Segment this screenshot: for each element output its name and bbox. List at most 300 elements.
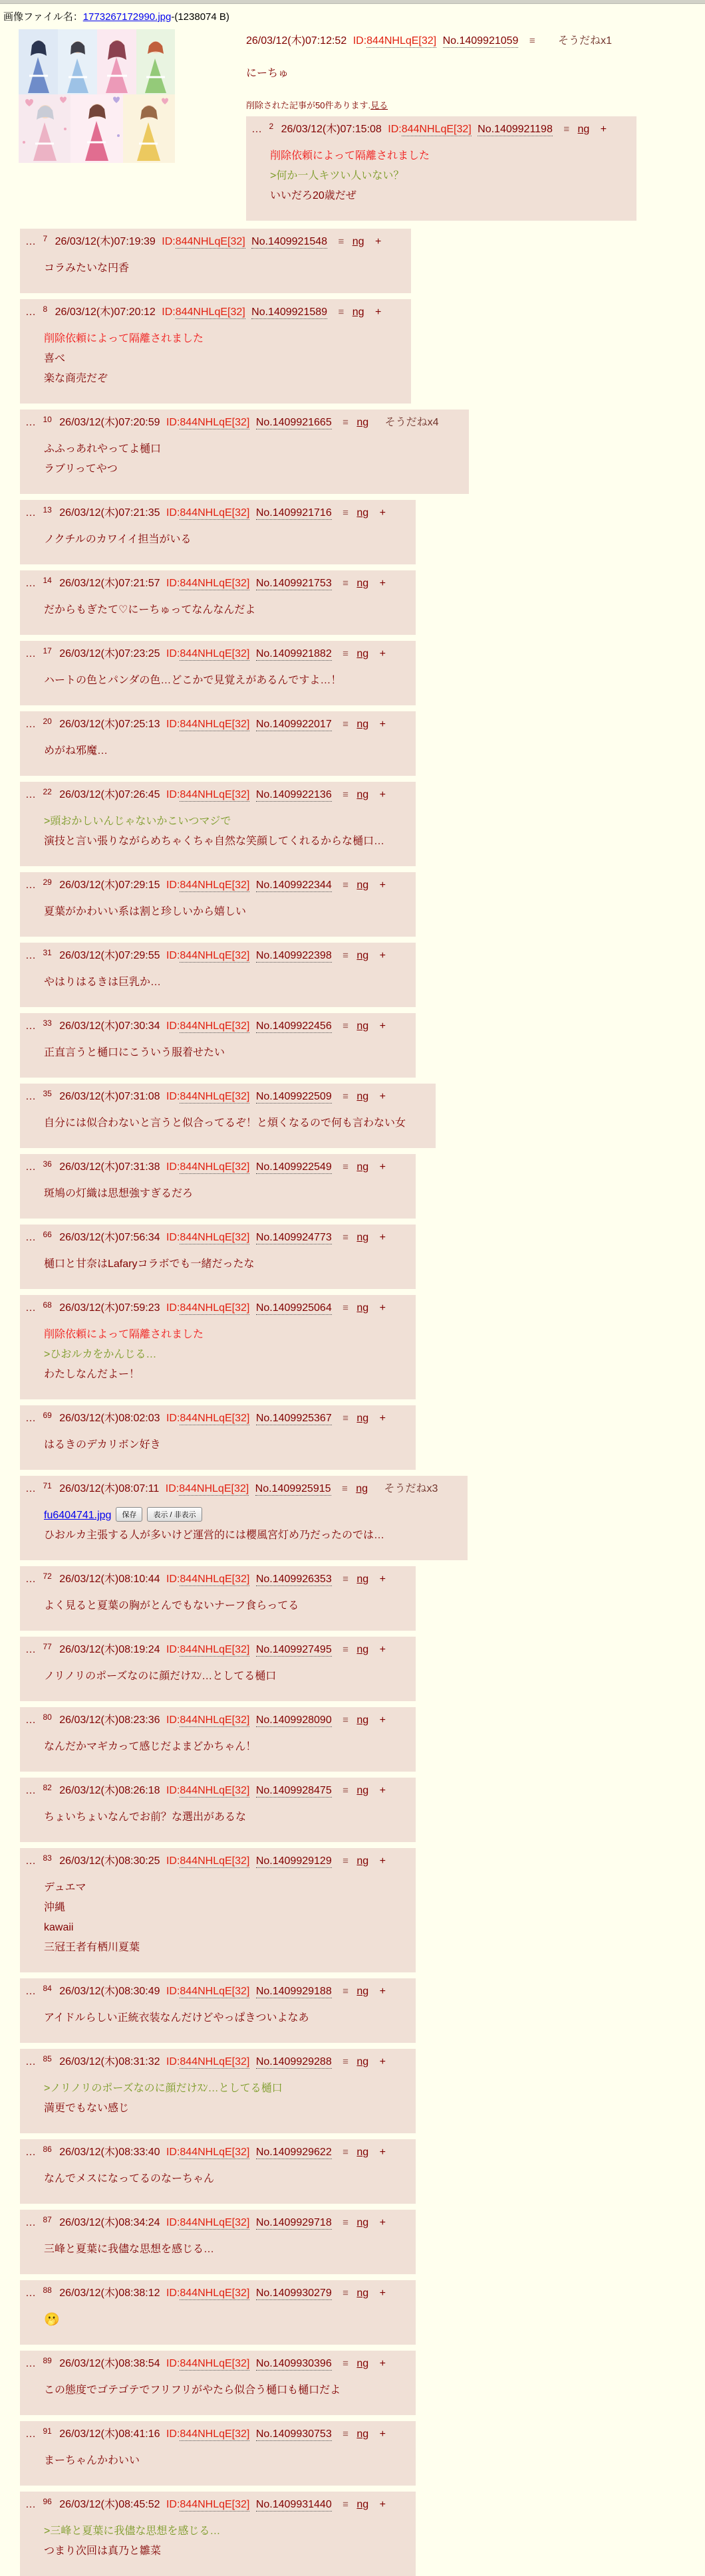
reply-expand-link[interactable]: … (25, 1644, 37, 1655)
reply-body (44, 1737, 386, 1757)
sodane-plus-button[interactable]: + (379, 2056, 386, 2067)
sodane-plus-button[interactable]: + (379, 2358, 386, 2369)
list-menu-icon[interactable]: ≡ (343, 2499, 349, 2510)
ng-link[interactable]: ng (356, 2358, 369, 2369)
reply-no[interactable]: No.1409921716 (255, 507, 332, 519)
reply-id[interactable]: ID:844NHLqE[32] (166, 648, 250, 659)
body-line: ノリノリのポーズなのに顔だけｽﾝ…としてる樋口 (44, 1671, 277, 1682)
reply-body (44, 1506, 438, 1546)
reply-post (20, 1405, 416, 1470)
ng-link[interactable]: ng (356, 879, 369, 891)
reply-expand-link[interactable]: … (25, 879, 37, 891)
reply-no[interactable]: No.1409925915 (255, 1483, 331, 1494)
reply-date: 26/03/12(木)07:19:39 (55, 236, 156, 247)
reply-expand-link[interactable]: … (25, 789, 37, 800)
op-no[interactable]: No.1409921059 (442, 35, 519, 47)
sodane-plus-button[interactable]: + (379, 789, 386, 800)
list-menu-icon[interactable]: ≡ (343, 507, 349, 519)
ng-link[interactable]: ng (356, 2287, 369, 2299)
op-id[interactable]: ID:844NHLqE[32] (352, 35, 437, 47)
reply-id[interactable]: ID:844NHLqE[32] (166, 507, 250, 519)
reply-expand-link[interactable]: … (25, 1413, 37, 1424)
reply-post (20, 872, 416, 937)
reply-no[interactable]: No.1409922344 (255, 879, 332, 891)
sodane-plus-button[interactable]: + (379, 1161, 386, 1173)
body-line: やはりはるきは巨乳か… (44, 977, 162, 988)
reply-date: 26/03/12(木)07:21:35 (59, 507, 160, 519)
op-date: 26/03/12(木)07:12:52 (246, 35, 347, 47)
reply-id[interactable]: ID:844NHLqE[32] (166, 578, 250, 589)
reply-header (25, 2355, 386, 2370)
reply-id[interactable]: ID:844NHLqE[32] (166, 2056, 250, 2067)
reply-expand-link[interactable]: … (25, 507, 37, 519)
reply-post (20, 410, 469, 494)
sodane-plus-button[interactable]: + (379, 1986, 386, 1997)
ng-link[interactable]: ng (577, 124, 590, 135)
reply-no[interactable]: No.1409929288 (255, 2056, 332, 2067)
body-line: 夏葉がかわいい系は割と珍しいから嬉しい (44, 906, 247, 917)
sodane-plus-button[interactable]: + (374, 236, 382, 247)
sodane-plus-button[interactable]: + (600, 124, 607, 135)
sodane-plus-button[interactable]: + (379, 1574, 386, 1585)
ng-link[interactable]: ng (356, 1644, 369, 1655)
ng-link[interactable]: ng (356, 1574, 369, 1585)
list-menu-icon[interactable]: ≡ (343, 1574, 349, 1585)
reply-date: 26/03/12(木)08:07:11 (59, 1483, 160, 1494)
reply-body (270, 146, 607, 206)
top-divider-bar (0, 0, 705, 4)
ng-link[interactable]: ng (356, 1161, 369, 1173)
sodane-plus-button[interactable]: + (379, 2499, 386, 2510)
reply-header (25, 2053, 386, 2068)
reply-expand-link[interactable]: … (25, 1785, 37, 1796)
reply-post (20, 943, 416, 1007)
reply-post (20, 2492, 416, 2576)
body-line: >ひおルカをかんじる… (44, 1349, 157, 1360)
save-button[interactable]: 保存 (116, 1507, 142, 1522)
reply-expand-link[interactable]: … (25, 1161, 37, 1173)
reply-no[interactable]: No.1409921589 (251, 306, 328, 318)
reply-expand-link[interactable]: … (25, 578, 37, 589)
reply-header (25, 1982, 386, 1998)
reply-id[interactable]: ID:844NHLqE[32] (166, 1302, 250, 1314)
ng-link[interactable]: ng (356, 2428, 369, 2440)
reply-id[interactable]: ID:844NHLqE[32] (166, 2217, 250, 2228)
reply-expand-link[interactable]: … (25, 2056, 37, 2067)
reply-id[interactable]: ID:844NHLqE[32] (166, 950, 250, 961)
reply-id[interactable]: ID:844NHLqE[32] (166, 1574, 250, 1585)
reply-no[interactable]: No.1409929129 (255, 1855, 332, 1867)
reply-no[interactable]: No.1409922136 (255, 789, 332, 800)
reply-number: 69 (43, 1411, 52, 1420)
reply-date: 26/03/12(木)07:30:34 (59, 1020, 160, 1032)
body-line: >何か一人キツい人いない？ (270, 170, 404, 181)
reply-body (44, 812, 386, 852)
sodane-plus-button[interactable]: + (374, 306, 382, 318)
ng-link[interactable]: ng (356, 2056, 369, 2067)
body-line: 自分には似合わないと言うと似合ってるぞ！と煩くなるので何も言わない女 (44, 1117, 406, 1129)
reply-body (44, 2079, 386, 2119)
body-line: いいだろ20歳だぜ (270, 190, 356, 201)
reply-body (44, 1878, 386, 1958)
reply-no[interactable]: No.1409921548 (251, 236, 328, 247)
ng-link[interactable]: ng (356, 1483, 368, 1494)
body-line: ラブリってやつ (44, 463, 118, 475)
reply-expand-link[interactable]: … (25, 950, 37, 961)
list-menu-icon[interactable]: ≡ (343, 2217, 349, 2228)
body-line: ノクチルのカワイイ担当がいる (44, 534, 192, 545)
reply-expand-link[interactable]: … (25, 417, 37, 428)
sodane-plus-button[interactable]: + (379, 1785, 386, 1796)
reply-id[interactable]: ID:844NHLqE[32] (166, 1855, 250, 1867)
reply-post (20, 1295, 416, 1399)
ng-link[interactable]: ng (356, 1855, 369, 1867)
list-menu-icon[interactable]: ≡ (343, 2358, 349, 2369)
body-line: なんだかマギカって感じだよまどかちゃん！ (44, 1741, 257, 1752)
op-thumbnail[interactable] (19, 29, 175, 163)
sodane-count[interactable]: そうだねx4 (384, 417, 439, 428)
ng-link[interactable]: ng (356, 2217, 369, 2228)
ng-link[interactable]: ng (356, 578, 369, 589)
body-line: 沖縄 (44, 1902, 66, 1913)
sodane-plus-button[interactable]: + (379, 1020, 386, 1032)
reply-no[interactable]: No.1409922398 (255, 950, 332, 961)
ng-link[interactable]: ng (356, 950, 369, 961)
reply-expand-link[interactable]: … (25, 1232, 37, 1243)
sodane-plus-button[interactable]: + (379, 2428, 386, 2440)
sodane-plus-button[interactable]: + (379, 648, 386, 659)
reply-expand-link[interactable]: … (25, 306, 37, 318)
reply-no[interactable]: No.1409930396 (255, 2358, 332, 2369)
reply-expand-link[interactable]: … (25, 2287, 37, 2299)
reply-id[interactable]: ID:844NHLqE[32] (166, 1714, 250, 1726)
sodane-count[interactable]: そうだねx1 (558, 35, 613, 47)
reply-number: 91 (43, 2426, 52, 2436)
list-menu-icon[interactable]: ≡ (563, 124, 570, 135)
list-menu-icon[interactable]: ≡ (343, 1644, 349, 1655)
ng-link[interactable]: ng (356, 719, 369, 730)
reply-number: 88 (43, 2285, 52, 2295)
reply-no[interactable]: No.1409931440 (255, 2499, 332, 2510)
list-menu-icon[interactable]: ≡ (343, 1714, 349, 1726)
ng-link[interactable]: ng (356, 1986, 369, 1997)
reply-id[interactable]: ID:844NHLqE[32] (166, 789, 250, 800)
sodane-plus-button[interactable]: + (379, 2287, 386, 2299)
reply-number: 17 (43, 646, 52, 655)
reply-no[interactable]: No.1409926353 (255, 1574, 332, 1585)
sodane-plus-button[interactable]: + (379, 1091, 386, 1102)
reply-header (25, 2214, 386, 2229)
list-menu-icon[interactable]: ≡ (343, 1020, 349, 1032)
reply-body (44, 2381, 386, 2400)
reply-post (20, 1566, 416, 1631)
reply-number: 77 (43, 1642, 52, 1651)
list-menu-icon[interactable]: ≡ (343, 2428, 349, 2440)
reply-no[interactable]: No.1409930279 (255, 2287, 332, 2299)
reply-id[interactable]: ID:844NHLqE[32] (166, 2358, 250, 2369)
ng-link[interactable]: ng (356, 1020, 369, 1032)
toggle-visibility-button[interactable]: 表示 / 非表示 (147, 1507, 202, 1522)
sodane-plus-button[interactable]: + (379, 1644, 386, 1655)
reply-expand-link[interactable]: … (25, 1302, 37, 1314)
ng-link[interactable]: ng (352, 306, 364, 318)
reply-expand-link[interactable]: … (25, 1855, 37, 1867)
list-menu-icon[interactable]: ≡ (343, 1161, 349, 1173)
reply-id[interactable]: ID:844NHLqE[32] (166, 879, 250, 891)
sodane-plus-button[interactable]: + (379, 1232, 386, 1243)
ng-link[interactable]: ng (356, 648, 369, 659)
reply-header (25, 1852, 386, 1867)
reply-date: 26/03/12(木)07:26:45 (59, 789, 160, 800)
reply-number: 7 (43, 234, 48, 243)
reply-header (25, 947, 386, 962)
ng-link[interactable]: ng (352, 236, 364, 247)
reply-header (25, 233, 381, 248)
reply-body (44, 329, 381, 389)
reply-body (44, 1043, 386, 1063)
reply-date: 26/03/12(木)08:02:03 (59, 1413, 160, 1424)
sodane-count[interactable]: そうだねx3 (384, 1483, 438, 1494)
body-line: ひおルカ主張する人が多いけど運営的には櫻風宮灯め乃だったのでは… (44, 1530, 385, 1541)
reply-id[interactable]: ID:844NHLqE[32] (166, 1161, 250, 1173)
reply-header (25, 786, 386, 801)
reply-expand-link[interactable]: … (25, 648, 37, 659)
reply-no[interactable]: No.1409925367 (255, 1413, 332, 1424)
reply-expand-link[interactable]: … (25, 1986, 37, 1997)
deleted-articles-notice: 削除された記事が50件あります.見る (246, 100, 388, 110)
reply-id[interactable]: ID:844NHLqE[32] (166, 2287, 250, 2299)
reply-no[interactable]: No.1409928475 (255, 1785, 332, 1796)
list-menu-icon[interactable]: ≡ (343, 578, 349, 589)
reply-date: 26/03/12(木)08:38:54 (59, 2358, 160, 2369)
reply-post (20, 1084, 436, 1148)
reply-date: 26/03/12(木)07:56:34 (59, 1232, 160, 1243)
body-line: >ノリノリのポーズなのに顔だけｽﾝ…としてる樋口 (44, 2083, 283, 2094)
reply-expand-link[interactable]: … (25, 719, 37, 730)
reply-id[interactable]: ID:844NHLqE[32] (166, 1091, 250, 1102)
reply-no[interactable]: No.1409927495 (255, 1644, 332, 1655)
reply-expand-link[interactable]: … (25, 2217, 37, 2228)
reply-no[interactable]: No.1409922017 (255, 719, 332, 730)
list-menu-icon[interactable]: ≡ (341, 1483, 348, 1494)
reply-date: 26/03/12(木)08:30:25 (59, 1855, 160, 1867)
reply-id[interactable]: ID:844NHLqE[32] (388, 124, 472, 135)
ng-link[interactable]: ng (356, 417, 369, 428)
reply-post (20, 1978, 416, 2043)
body-line: 満更でもない感じ (44, 2103, 130, 2114)
sodane-plus-button[interactable]: + (379, 2147, 386, 2158)
reply-no[interactable]: No.1409921753 (255, 578, 332, 589)
reply-post (20, 1013, 416, 1078)
ng-link[interactable]: ng (356, 1091, 369, 1102)
reply-post (20, 1848, 416, 1972)
sodane-plus-button[interactable]: + (379, 2217, 386, 2228)
reply-list (0, 229, 705, 2576)
reply-number: 14 (43, 576, 52, 585)
ng-link[interactable]: ng (356, 1714, 369, 1726)
body-line: なんでメスになってるのなーちゃん (44, 2173, 215, 2184)
list-menu-icon[interactable]: ≡ (343, 719, 349, 730)
reply-header (25, 1229, 386, 1244)
reply-id[interactable]: ID:844NHLqE[32] (166, 1020, 250, 1032)
reply-no[interactable]: No.1409925064 (255, 1302, 332, 1314)
reply-no[interactable]: No.1409922549 (255, 1161, 332, 1173)
body-line: だからもぎたて♡にーちゅってなんなんだよ (44, 604, 256, 616)
list-menu-icon[interactable]: ≡ (343, 648, 349, 659)
reply-id[interactable]: ID:844NHLqE[32] (162, 236, 245, 247)
reply-post (20, 570, 416, 635)
reply-header (25, 876, 386, 891)
reply-number: 85 (43, 2054, 52, 2063)
reply-id[interactable]: ID:844NHLqE[32] (166, 719, 250, 730)
reply-expand-link[interactable]: … (25, 1483, 37, 1494)
reply-post (20, 2210, 416, 2274)
list-menu-icon[interactable]: ≡ (343, 1413, 349, 1424)
reply-id[interactable]: ID:844NHLqE[32] (166, 2499, 250, 2510)
sodane-plus-button[interactable]: + (379, 1302, 386, 1314)
attached-file-link[interactable]: fu6404741.jpg (44, 1510, 112, 1521)
reply-expand-link[interactable]: … (25, 2428, 37, 2440)
sodane-plus-button[interactable]: + (379, 1714, 386, 1726)
list-menu-icon[interactable]: ≡ (343, 1785, 349, 1796)
ng-link[interactable]: ng (356, 507, 369, 519)
reply-no[interactable]: No.1409924773 (255, 1232, 332, 1243)
reply-no[interactable]: No.1409929718 (255, 2217, 332, 2228)
body-line: 演技と言い張りながらめちゃくちゃ自然な笑顔してくれるからな樋口… (44, 836, 385, 847)
reply-expand-link[interactable]: … (25, 236, 37, 247)
reply-body (44, 2310, 386, 2330)
reply-header (25, 2425, 386, 2440)
reply-id[interactable]: ID:844NHLqE[32] (166, 1785, 250, 1796)
reply-header (25, 1409, 386, 1425)
reply-number: 2 (269, 122, 274, 131)
reply-no[interactable]: No.1409921198 (478, 124, 553, 135)
list-menu-icon[interactable]: ≡ (343, 2287, 349, 2299)
list-menu-icon[interactable]: ≡ (338, 306, 345, 318)
ng-link[interactable]: ng (356, 2147, 369, 2158)
list-menu-icon[interactable]: ≡ (343, 1302, 349, 1314)
body-line: 削除依頼によって隔離されました (270, 150, 430, 162)
reply-post (20, 782, 416, 866)
reply-date: 26/03/12(木)07:31:38 (59, 1161, 160, 1173)
reply-body (44, 1184, 386, 1204)
list-menu-icon[interactable]: ≡ (529, 35, 535, 47)
reply-no[interactable]: No.1409922456 (255, 1020, 332, 1032)
list-menu-icon[interactable]: ≡ (343, 950, 349, 961)
list-menu-icon[interactable]: ≡ (343, 2147, 349, 2158)
op-body-text: にーちゅ (246, 68, 289, 79)
reply-id[interactable]: ID:844NHLqE[32] (166, 1413, 250, 1424)
list-menu-icon[interactable]: ≡ (343, 2056, 349, 2067)
reply-date: 26/03/12(木)07:59:23 (59, 1302, 160, 1314)
reply-expand-link[interactable]: … (25, 2358, 37, 2369)
list-menu-icon[interactable]: ≡ (343, 1091, 349, 1102)
ng-link[interactable]: ng (356, 1785, 369, 1796)
reply-no[interactable]: No.1409930753 (255, 2428, 332, 2440)
reply-id[interactable]: ID:844NHLqE[32] (166, 417, 250, 428)
reply-date: 26/03/12(木)07:20:59 (59, 417, 160, 428)
sodane-plus-button[interactable]: + (379, 578, 386, 589)
sodane-plus-button[interactable]: + (379, 879, 386, 891)
reply-id[interactable]: ID:844NHLqE[32] (166, 1986, 250, 1997)
reply-body (44, 2240, 386, 2260)
reply-number: 20 (43, 717, 52, 726)
ng-link[interactable]: ng (356, 789, 369, 800)
ng-link[interactable]: ng (356, 2499, 369, 2510)
reply-body (44, 973, 386, 993)
reply-expand-link[interactable]: … (25, 1714, 37, 1726)
reply-expand-link[interactable]: … (25, 1020, 37, 1032)
filesize: -(1238074 B) (171, 11, 229, 23)
reply-expand-link[interactable]: … (251, 124, 263, 135)
sodane-plus-button[interactable]: + (379, 950, 386, 961)
reply-expand-link[interactable]: … (25, 1574, 37, 1585)
filename-label: 画像ファイル名： (3, 11, 83, 23)
list-menu-icon[interactable]: ≡ (343, 1232, 349, 1243)
list-menu-icon[interactable]: ≡ (338, 236, 345, 247)
reply-no[interactable]: No.1409922509 (255, 1091, 332, 1102)
reply-body (44, 600, 386, 620)
view-deleted-link[interactable]: 見る (370, 100, 388, 110)
sodane-plus-button[interactable]: + (379, 1413, 386, 1424)
reply-post (20, 2351, 416, 2415)
reply-number: 71 (43, 1481, 52, 1490)
sodane-plus-button[interactable]: + (379, 1855, 386, 1867)
reply-id[interactable]: ID:844NHLqE[32] (162, 306, 245, 318)
reply-header (25, 1570, 386, 1585)
reply-expand-link[interactable]: … (25, 1091, 37, 1102)
ng-link[interactable]: ng (356, 1232, 369, 1243)
list-menu-icon[interactable]: ≡ (343, 417, 349, 428)
reply-date: 26/03/12(木)07:29:55 (59, 950, 160, 961)
reply-no[interactable]: No.1409921665 (255, 417, 332, 428)
reply-header (25, 715, 386, 731)
body-line: >三峰と夏葉に我儘な思想を感じる… (44, 2525, 221, 2537)
reply-header (25, 303, 381, 318)
reply-post (20, 641, 416, 705)
list-menu-icon[interactable]: ≡ (343, 789, 349, 800)
body-line: ふふっあれやってよ樋口 (44, 443, 162, 455)
reply-number: 10 (43, 415, 52, 424)
sodane-plus-button[interactable]: + (379, 719, 386, 730)
reply-post (20, 1778, 416, 1842)
reply-no[interactable]: No.1409928090 (255, 1714, 332, 1726)
sodane-plus-button[interactable]: + (379, 507, 386, 519)
ng-link[interactable]: ng (356, 1302, 369, 1314)
filename-link[interactable]: 1773267172990.jpg (82, 11, 172, 23)
reply-number: 66 (43, 1230, 52, 1239)
list-menu-icon[interactable]: ≡ (343, 879, 349, 891)
reply-id[interactable]: ID:844NHLqE[32] (165, 1483, 249, 1494)
reply-number: 96 (43, 2497, 52, 2506)
reply-body (44, 1254, 386, 1274)
reply-expand-link[interactable]: … (25, 2499, 37, 2510)
reply-id[interactable]: ID:844NHLqE[32] (166, 2147, 250, 2158)
ng-link[interactable]: ng (356, 1413, 369, 1424)
reply-date: 26/03/12(木)08:31:32 (59, 2056, 160, 2067)
reply-id[interactable]: ID:844NHLqE[32] (166, 2428, 250, 2440)
list-menu-icon[interactable]: ≡ (343, 1855, 349, 1867)
reply-no[interactable]: No.1409929188 (255, 1986, 332, 1997)
reply-no[interactable]: No.1409921882 (255, 648, 332, 659)
reply-id[interactable]: ID:844NHLqE[32] (166, 1644, 250, 1655)
reply-header (25, 1641, 386, 1656)
reply-number: 68 (43, 1300, 52, 1310)
reply-no[interactable]: No.1409929622 (255, 2147, 332, 2158)
reply-expand-link[interactable]: … (25, 2147, 37, 2158)
list-menu-icon[interactable]: ≡ (343, 1986, 349, 1997)
reply-id[interactable]: ID:844NHLqE[32] (166, 1232, 250, 1243)
